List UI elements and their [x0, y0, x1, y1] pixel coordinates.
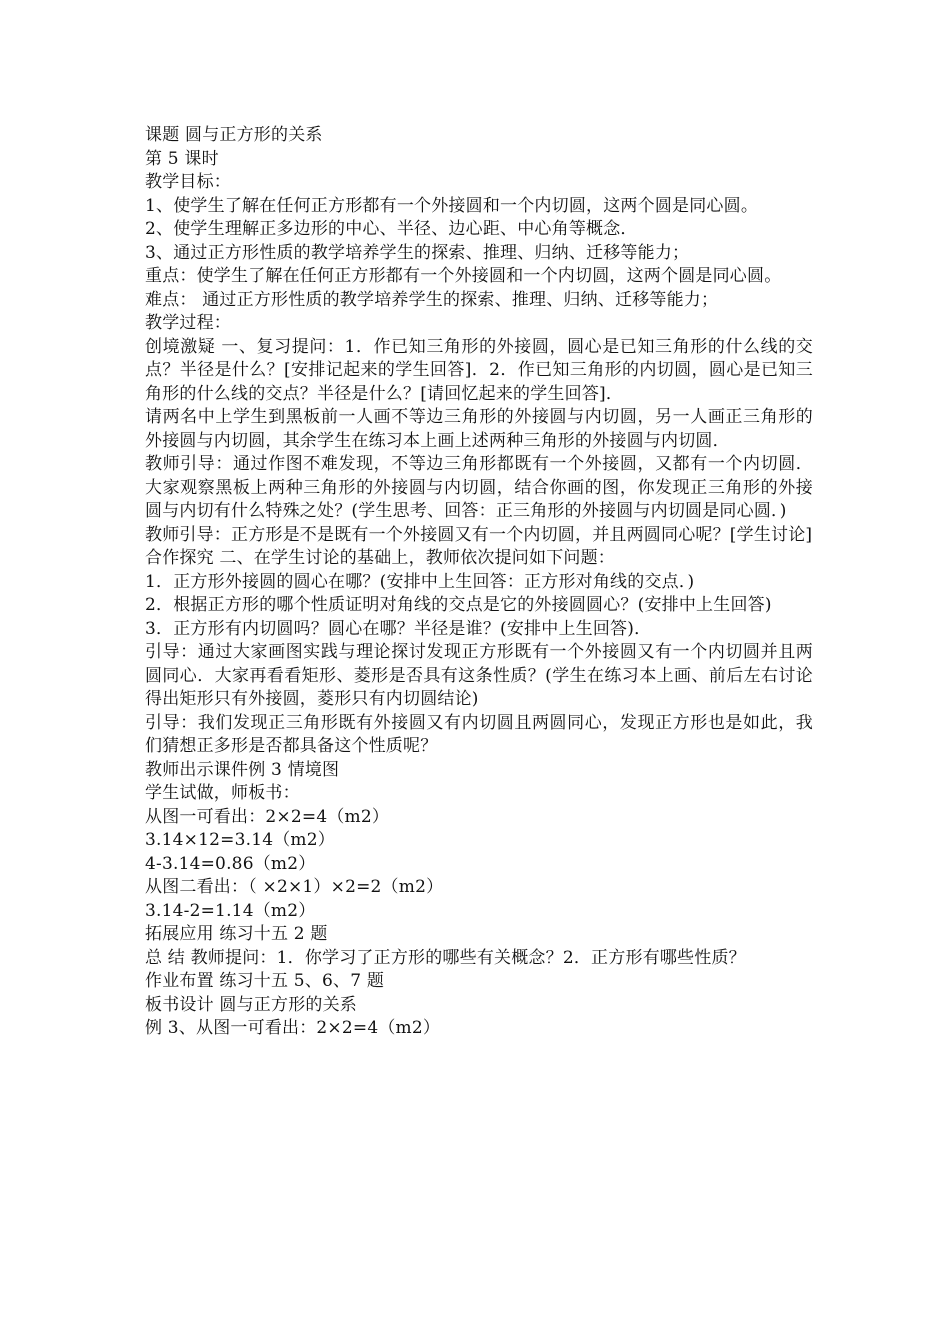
objective-2: 2、使学生理解正多边形的中心、半径、边心距、中心角等概念． — [145, 219, 638, 239]
objectives-heading: 教学目标： — [145, 172, 231, 192]
student-try: 学生试做，师板书： — [145, 783, 300, 803]
guide-paragraph-2: 引导：我们发现正三角形既有外接圆又有内切圆且两圆同心，发现正方形也是如此，我们猜想正多形是否都具备这个性质呢？ — [145, 712, 813, 756]
example-intro: 教师出示课件例 3 情境图 — [145, 759, 340, 780]
calc-line-2: 3.14×12=3.14（m2） — [145, 830, 335, 850]
lesson-title: 课题 圆与正方形的关系 — [145, 125, 323, 145]
review-questions: 创境激疑 一、复习提问：1．作已知三角形的外接圆，圆心是已知三角形的什么线的交点？半径是什么？[安排记起来的学生回答]．2．作已知三角形的内切圆，圆心是已知三角形的什么线的交点？半径是什么？[请回忆起来的学生回答]． — [145, 336, 813, 404]
teacher-guide-1: 教师引导：通过作图不难发现，不等边三角形都既有一个外接圆，又都有一个内切圆．大家观察黑板上两种三角形的外接圆与内切圆，结合你画的图，你发现正三角形的外接圆与内切有什么特殊之处？(学生思考、回答：正三角形的外接圆与内切圆是同心圆．) — [145, 454, 813, 521]
process-heading: 教学过程： — [145, 313, 231, 333]
objective-3: 3、通过正方形性质的教学培养学生的探索、推理、归纳、迁移等能力； — [145, 242, 690, 263]
summary: 总 结 教师提问：1．你学习了正方形的哪些有关概念？2．正方形有哪些性质？ — [145, 947, 746, 968]
homework: 作业布置 练习十五 5、6、7 题 — [145, 971, 385, 991]
key-point: 重点：使学生了解在任何正方形都有一个外接圆和一个内切圆，这两个圆是同心圆。 — [145, 266, 782, 286]
lesson-period: 第 5 课时 — [145, 148, 219, 169]
question-3: 3．正方形有内切圆吗？圆心在哪？半径是谁？(安排中上生回答)． — [145, 618, 652, 639]
cooperative-inquiry: 合作探究 二、在学生讨论的基础上，教师依次提问如下问题： — [145, 548, 616, 568]
question-1: 1．正方形外接圆的圆心在哪？(安排中上生回答：正方形对角线的交点．) — [145, 571, 695, 592]
teacher-guide-2: 教师引导：正方形是不是既有一个外接圆又有一个内切圆，并且两圆同心呢？[学生讨论] — [145, 524, 813, 545]
board-design: 板书设计 圆与正方形的关系 — [145, 994, 358, 1015]
document-body — [145, 124, 813, 1041]
extension: 拓展应用 练习十五 2 题 — [145, 924, 328, 944]
question-2: 2．根据正方形的哪个性质证明对角线的交点是它的外接圆圆心？(安排中上生回答) — [145, 595, 772, 615]
calc-line-1: 从图一可看出：2×2=4（m2） — [145, 806, 390, 827]
objective-1: 1、使学生了解在任何正方形都有一个外接圆和一个内切圆，这两个圆是同心圆。 — [145, 195, 759, 216]
blackboard-activity: 请两名中上学生到黑板前一人画不等边三角形的外接圆与内切圆，另一人画正三角形的外接圆与内切圆，其余学生在练习本上画上述两种三角形的外接圆与内切圆． — [145, 407, 813, 451]
difficulty: 难点： 通过正方形性质的教学培养学生的探索、推理、归纳、迁移等能力； — [145, 289, 719, 310]
board-example: 例 3、从图一可看出：2×2=4（m2） — [145, 1018, 441, 1038]
guide-paragraph-1: 引导：通过大家画图实践与理论探讨发现正方形既有一个外接圆又有一个内切圆并且两圆同心．大家再看看矩形、菱形是否具有这条性质？(学生在练习本上画、前后左右讨论得出矩形只有外接圆，菱形只有内切圆结论) — [145, 642, 813, 709]
calc-line-4: 从图二看出：（ ×2×1）×2=2（m2） — [145, 877, 444, 897]
calc-line-3: 4-3.14=0.86（m2） — [145, 853, 316, 874]
calc-line-5: 3.14-2=1.14（m2） — [145, 900, 316, 921]
